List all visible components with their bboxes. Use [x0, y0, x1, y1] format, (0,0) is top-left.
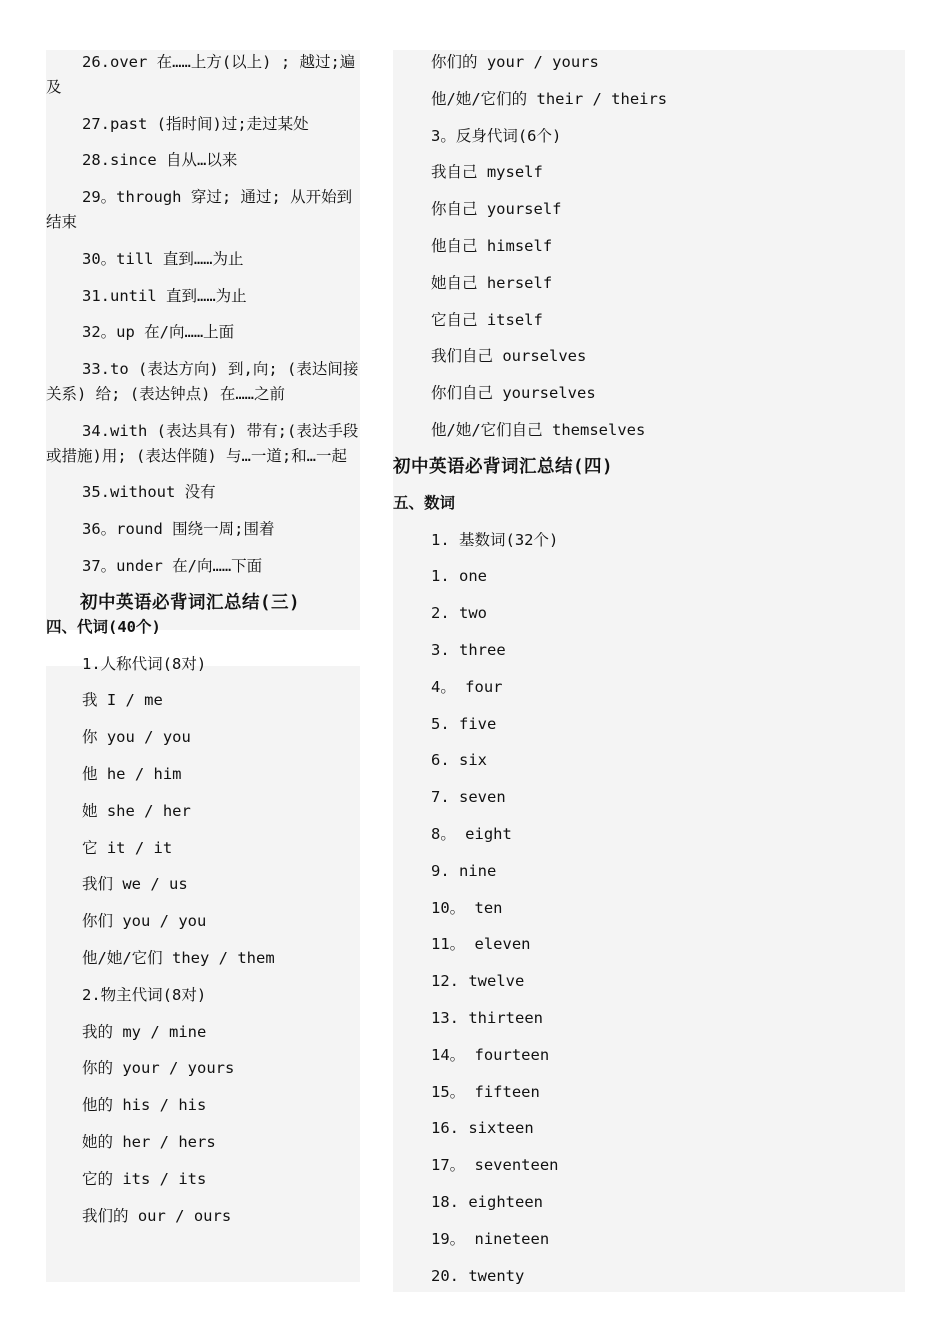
- list-item: 我们自己 ourselves: [431, 347, 587, 366]
- subsection-title: 2.物主代词(8对): [82, 985, 207, 1004]
- list-item: 2. two: [431, 604, 487, 623]
- list-item: 她 she / her: [82, 801, 191, 820]
- list-item: 34.with (表达具有) 带有;(表达手段或措施)用; (表达伴随) 与…一道;和…一起: [46, 421, 359, 465]
- list-item: 26.over 在……上方(以上) ; 越过;遍及: [46, 53, 356, 96]
- list-item: 它 it / it: [82, 838, 173, 857]
- list-item: 12. twelve: [431, 972, 525, 991]
- list-item: 他/她/它们 they / them: [82, 948, 275, 967]
- list-item: 1. one: [431, 567, 487, 586]
- list-item: 11。 eleven: [431, 935, 531, 954]
- list-item: 36。round 围绕一周;围着: [82, 520, 275, 539]
- section-heading-pronouns: 四、代词(40个): [46, 617, 161, 636]
- list-item: 他 he / him: [82, 764, 182, 783]
- subsection-title: 1. 基数词(32个): [431, 530, 559, 549]
- list-item: 19。 nineteen: [431, 1229, 550, 1248]
- list-item: 3. three: [431, 640, 506, 659]
- list-item: 我们的 our / ours: [82, 1206, 232, 1225]
- subsection-title: 1.人称代词(8对): [82, 654, 207, 673]
- list-item: 我的 my / mine: [82, 1022, 207, 1041]
- list-item: 13. thirteen: [431, 1008, 543, 1027]
- list-item: 31.until 直到……为止: [82, 286, 247, 305]
- list-item: 你自己 yourself: [431, 200, 562, 219]
- list-item: 17。 seventeen: [431, 1156, 559, 1175]
- list-item: 她的 her / hers: [82, 1132, 216, 1151]
- list-item: 37。under 在/向……下面: [82, 556, 263, 575]
- list-item: 14。 fourteen: [431, 1045, 550, 1064]
- list-item: 15。 fifteen: [431, 1082, 540, 1101]
- list-item: 7. seven: [431, 788, 506, 807]
- list-item: 27.past (指时间)过;走过某处: [82, 114, 309, 133]
- right-column: [393, 50, 905, 1300]
- left-column: [46, 50, 360, 1240]
- list-item: 20. twenty: [431, 1266, 525, 1285]
- list-item: 18. eighteen: [431, 1192, 543, 1211]
- list-item: 我们 we / us: [82, 875, 188, 894]
- list-item: 他/她/它们的 their / theirs: [431, 89, 668, 108]
- list-item: 28.since 自从…以来: [82, 151, 238, 170]
- list-item: 30。till 直到……为止: [82, 249, 244, 268]
- list-item: 5. five: [431, 714, 497, 733]
- list-item: 你们 you / you: [82, 912, 207, 931]
- list-item: 6. six: [431, 751, 487, 770]
- preposition-list: [46, 50, 360, 579]
- section-title-4: 初中英语必背词汇总结(四): [393, 456, 614, 477]
- list-item: 16. sixteen: [431, 1119, 534, 1138]
- list-item: 他自己 himself: [431, 236, 553, 255]
- section-title-3: 初中英语必背词汇总结(三): [80, 592, 301, 613]
- list-item: 我自己 myself: [431, 163, 543, 182]
- list-item: 8。 eight: [431, 824, 512, 843]
- list-item: 他/她/它们自己 themselves: [431, 420, 646, 439]
- list-item: 它自己 itself: [431, 310, 543, 329]
- list-item: 他的 his / his: [82, 1096, 207, 1115]
- list-item: 35.without 没有: [82, 483, 216, 502]
- list-item: 4。 four: [431, 677, 503, 696]
- list-item: 你们自己 yourselves: [431, 384, 596, 403]
- list-item: 10。 ten: [431, 898, 503, 917]
- section-heading-numerals: 五、数词: [393, 493, 456, 512]
- list-item: 32。up 在/向……上面: [82, 323, 235, 342]
- list-item: 我 I / me: [82, 691, 163, 710]
- list-item: 33.to (表达方向) 到,向; (表达间接关系) 给; (表达钟点) 在……之前: [46, 360, 359, 403]
- list-item: 9. nine: [431, 861, 497, 880]
- list-item: 她自己 herself: [431, 273, 553, 292]
- list-item: 你 you / you: [82, 728, 191, 747]
- list-item: 29。through 穿过; 通过; 从开始到结束: [46, 188, 353, 231]
- list-item: 你们的 your / yours: [431, 53, 599, 71]
- subsection-title: 3。反身代词(6个): [431, 126, 562, 145]
- list-item: 你的 your / yours: [82, 1059, 235, 1078]
- list-item: 它的 its / its: [82, 1169, 207, 1188]
